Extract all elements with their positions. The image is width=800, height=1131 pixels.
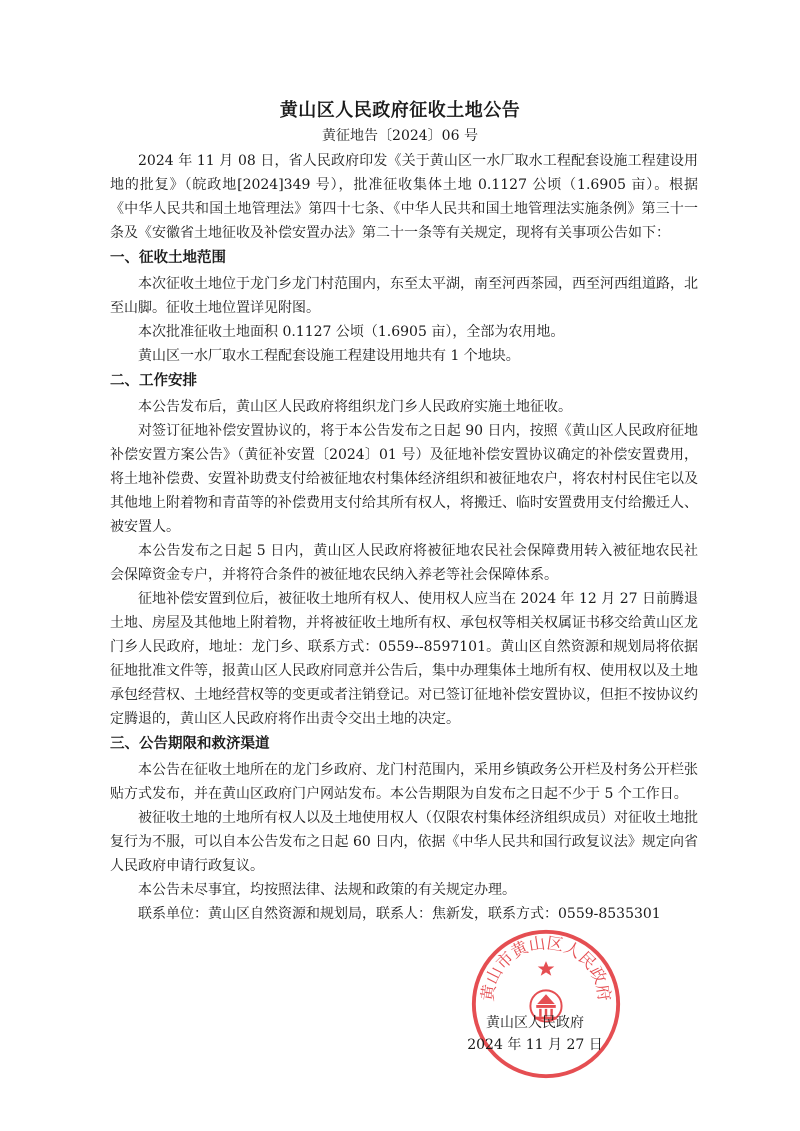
section-period-remedy bbox=[110, 731, 698, 926]
paragraph: 对签订征地补偿安置协议的，将于本公告发布之日起 90 日内，按照《黄山区人民政府征地补偿安置方案公告》（黄征补安置〔2024〕01 号）及征地补偿安置协议确定的补偿安置费用，将土地补偿费、安置补助费支付给被征地农村集体经济组织和被征地农户，将农村村民住宅以及其他地上附着物和青苗等的补偿费用支付给其所有权人，将搬迁、临时安置费用支付给搬迁人、被安置人。 bbox=[110, 423, 698, 535]
paragraph: 本公告未尽事宜，均按照法律、法规和政策的有关规定办理。 bbox=[138, 882, 516, 898]
paragraph: 本次批准征收土地面积 0.1127 公顷（1.6905 亩），全部为农用地。 bbox=[138, 324, 565, 340]
section-heading: 一、征收土地范围 bbox=[110, 250, 226, 266]
signature-organization: 黄山区人民政府 bbox=[486, 1015, 584, 1031]
section-work-arrangement bbox=[110, 368, 698, 731]
section-heading: 三、公告期限和救济渠道 bbox=[110, 736, 270, 752]
document-body bbox=[110, 149, 698, 926]
signature-date: 2024 年 11 月 27 日 bbox=[467, 1037, 603, 1053]
paragraph: 本公告发布之日起 5 日内，黄山区人民政府将被征地农民社会保障费用转入被征地农民社会保障资金专户，并将符合条件的被征地农民纳入养老等社会保障体系。 bbox=[110, 543, 698, 583]
intro-paragraph: 2024 年 11 月 08 日，省人民政府印发《关于黄山区一水厂取水工程配套设施工程建设用地的批复》（皖政地[2024]349 号），批准征收集体土地 0.1127 公顷（1.6905 亩）。根据《中华人民共和国土地管理法》第四十七条、《中华人民共和国土地管理法实施条例》第三十一条及《安徽省土地征收及补偿安置办法》第二十一条等有关规定，现将有关事项公告如下： bbox=[110, 153, 698, 241]
paragraph: 本次征收土地位于龙门乡龙门村范围内，东至太平湖，南至河西茶园，西至河西组道路，北至山脚。征收土地位置详见附图。 bbox=[110, 276, 698, 316]
paragraph: 黄山区一水厂取水工程配套设施工程建设用地共有 1 个地块。 bbox=[138, 348, 520, 364]
official-seal-icon bbox=[468, 926, 624, 1082]
contact-line: 联系单位：黄山区自然资源和规划局，联系人：焦新发，联系方式：0559-8535301 bbox=[138, 906, 661, 922]
seal-text: 黄山市黄山区人民政府 bbox=[477, 933, 615, 1003]
section-land-scope bbox=[110, 245, 698, 368]
document-number: 黄征地告〔2024〕06 号 bbox=[322, 128, 478, 144]
document-title: 黄山区人民政府征收土地公告 bbox=[279, 100, 521, 121]
paragraph: 本公告发布后，黄山区人民政府将组织龙门乡人民政府实施土地征收。 bbox=[138, 399, 572, 415]
paragraph: 征地补偿安置到位后，被征收土地所有权人、使用权人应当在 2024 年 12 月 27 日前腾退土地、房屋及其他地上附着物，并将被征收土地所有权、承包权等相关权属证书移交给黄山区龙门乡人民政府，地址：龙门乡、联系方式：0559--8597101。黄山区自然资源和规划局将依据征地批准文件等，报黄山区人民政府同意并公告后，集中办理集体土地所有权、使用权以及土地承包经营权、土地经营权等的变更或者注销登记。对已签订征地补偿安置协议，但拒不按协议约定腾退的，黄山区人民政府将作出责令交出土地的决定。 bbox=[110, 591, 698, 727]
section-heading: 二、工作安排 bbox=[110, 373, 197, 389]
paragraph: 被征收土地的土地所有权人以及土地使用权人（仅限农村集体经济组织成员）对征收土地批复行为不服，可以自本公告发布之日起 60 日内，依据《中华人民共和国行政复议法》规定向省人民政府申请行政复议。 bbox=[110, 810, 698, 874]
paragraph: 本公告在征收土地所在的龙门乡政府、龙门村范围内，采用乡镇政务公开栏及村务公开栏张贴方式发布，并在黄山区政府门户网站发布。本公告期限为自发布之日起不少于 5 个工作日。 bbox=[110, 762, 698, 802]
